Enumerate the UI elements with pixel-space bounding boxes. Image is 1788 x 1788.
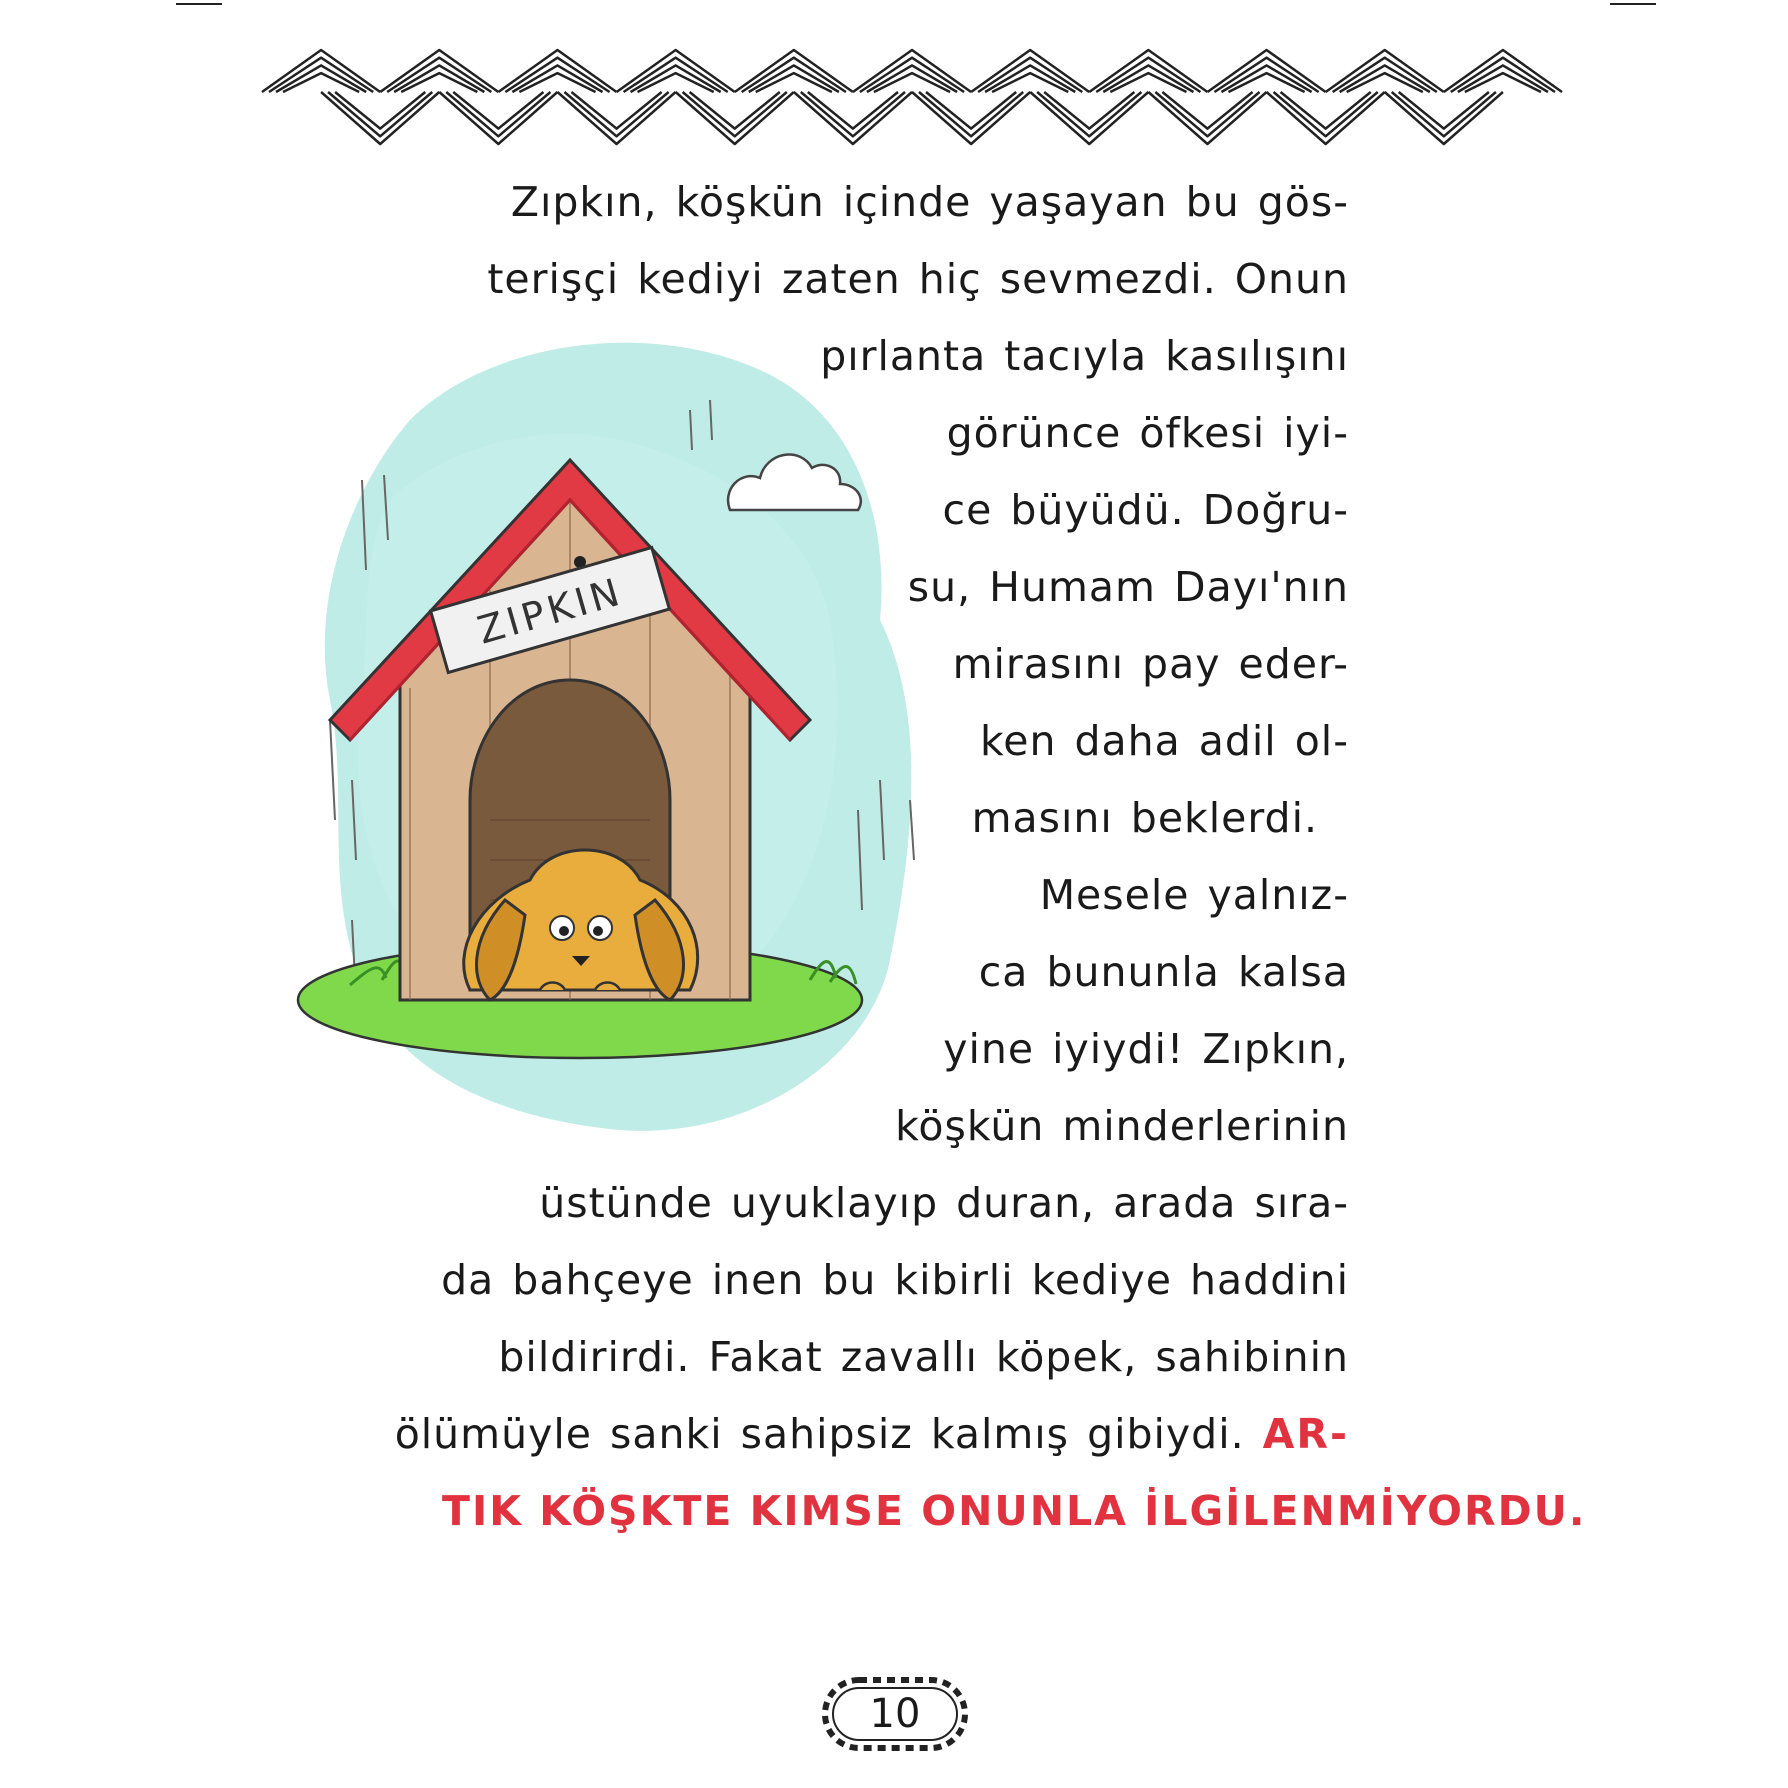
highlight-text-end: TIK KÖŞKTE KIMSE ONUNLA İLGİLENMİYORDU.: [442, 1487, 1587, 1535]
paragraph-line: köşkün minderlerinin: [895, 1102, 1349, 1150]
crop-mark-left: [176, 3, 222, 5]
paragraph-line: Zıpkın, köşkün içinde yaşayan bu gös-: [510, 178, 1349, 226]
paragraph-line: görünce öfkesi iyi-: [946, 409, 1349, 457]
paragraph-line: [395, 1408, 1349, 1460]
paragraph-line: yine iyiydi! Zıpkın,: [943, 1025, 1349, 1073]
paragraph-line: su, Humam Dayı'nın: [907, 563, 1349, 611]
paragraph-line: da bahçeye inen bu kibirli kediye haddini: [441, 1256, 1349, 1304]
paragraph-line: terişçi kediyi zaten hiç sevmezdi. Onun: [487, 255, 1349, 303]
paragraph-line: pırlanta tacıyla kasılışını: [820, 332, 1349, 380]
paragraph-line: masını beklerdi.: [971, 794, 1318, 842]
paragraph-line: mirasını pay eder-: [952, 640, 1349, 688]
paragraph-line: üstünde uyuklayıp duran, arada sıra-: [539, 1179, 1349, 1227]
paragraph-line: ken daha adil ol-: [979, 717, 1349, 765]
paragraph-line: bildirirdi. Fakat zavallı köpek, sahibinin: [498, 1333, 1349, 1381]
paragraph-line: ce büyüdü. Doğru-: [942, 486, 1349, 534]
page-number: 10: [869, 1691, 921, 1737]
paragraph-line: Mesele yalnız-: [1039, 871, 1349, 919]
sign-text: ZIPKIN: [472, 569, 628, 653]
crop-mark-right: [1610, 3, 1656, 5]
doghouse-illustration: [290, 300, 970, 1180]
zigzag-border: [252, 44, 1572, 154]
paragraph-line-text: ölümüyle sanki sahipsiz kalmış gibiydi.: [394, 1410, 1245, 1458]
paragraph-line: ca bununla kalsa: [978, 948, 1349, 996]
highlight-text-start: AR-: [1262, 1410, 1349, 1458]
